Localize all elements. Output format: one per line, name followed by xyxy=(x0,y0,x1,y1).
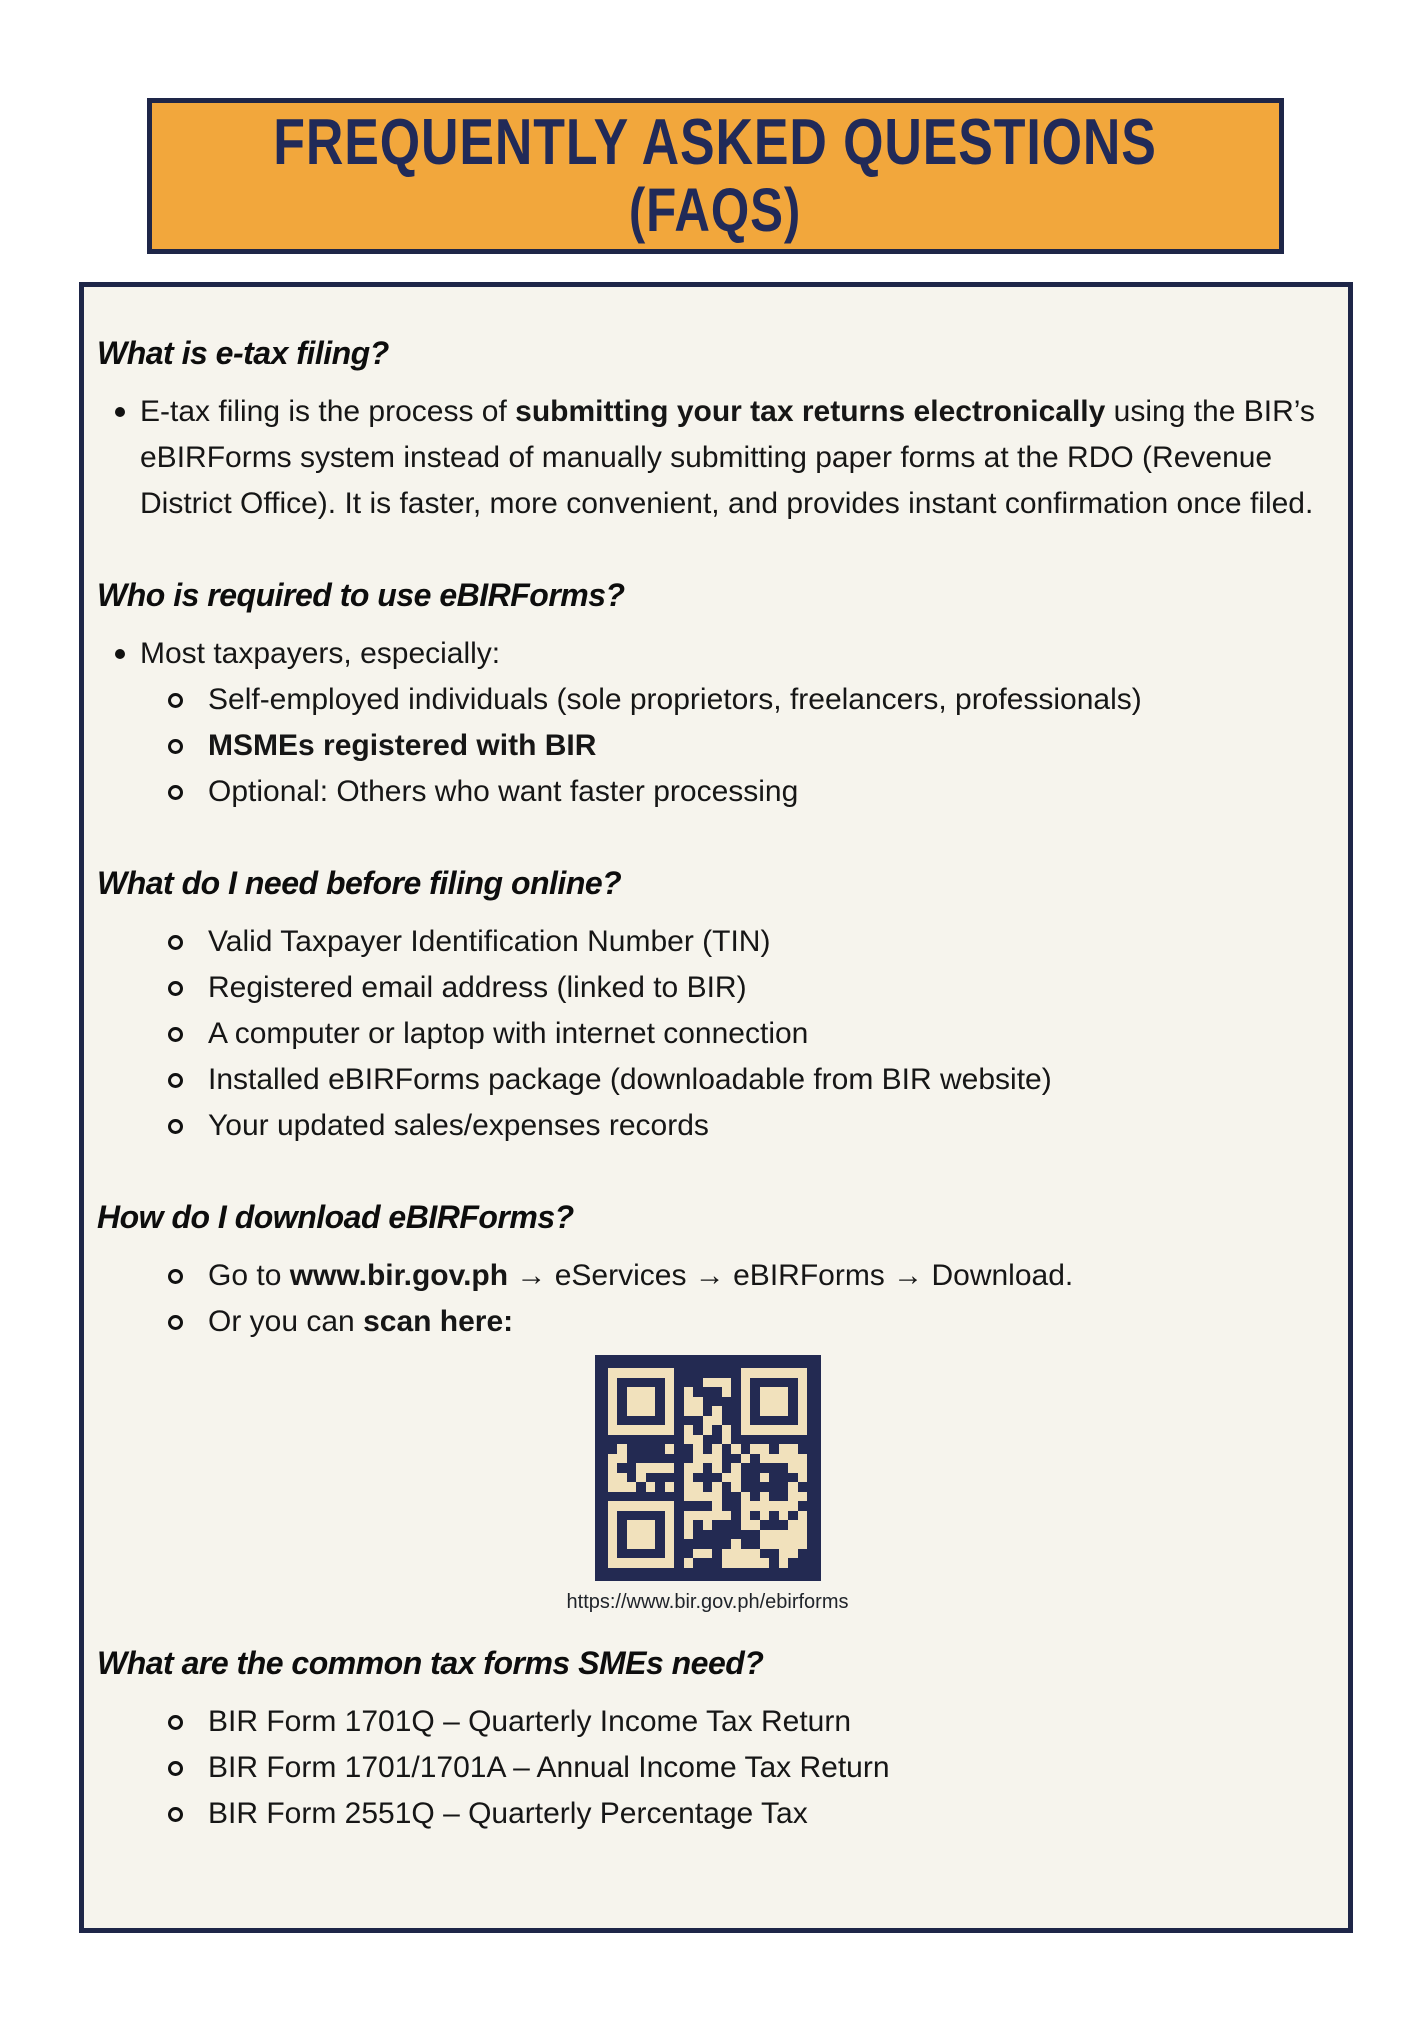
bullet-circle-icon xyxy=(168,1315,183,1330)
bullet-circle-icon xyxy=(168,1073,183,1088)
list-item xyxy=(97,965,1318,1011)
bullet-circle-icon xyxy=(168,1269,183,1284)
list-item-text xyxy=(208,1057,1052,1103)
text-run: Registered email address (linked to BIR) xyxy=(208,971,747,1004)
qr-code xyxy=(595,1355,821,1581)
faq-question: What are the common tax forms SMEs need? xyxy=(97,1645,764,1681)
list-item-text xyxy=(208,965,747,1011)
text-run: BIR Form 2551Q – Quarterly Percentage Tax xyxy=(208,1797,808,1830)
list-item-text xyxy=(208,1253,1073,1299)
text-run: Or you can xyxy=(208,1305,364,1338)
list-item-text xyxy=(208,769,798,815)
faq-content-box xyxy=(79,282,1353,1933)
faq-section-what-is-etax xyxy=(97,331,1318,527)
list-item xyxy=(97,677,1318,723)
bullet-circle-icon xyxy=(168,981,183,996)
list-item-text xyxy=(208,1011,808,1057)
text-run-bold: submitting your tax returns electronically xyxy=(515,395,1106,428)
bullet-circle-icon xyxy=(168,1027,183,1042)
list-item xyxy=(97,1745,1318,1791)
text-run: Go to xyxy=(208,1259,290,1292)
faq-header-banner xyxy=(147,98,1284,254)
bullet-circle-icon xyxy=(168,693,183,708)
text-run: Valid Taxpayer Identification Number (TIN) xyxy=(208,925,771,958)
bullet-circle-icon xyxy=(168,1807,183,1822)
list-item xyxy=(97,389,1318,527)
list-item xyxy=(97,1057,1318,1103)
bullet-dot-icon xyxy=(115,407,125,417)
list-item xyxy=(97,723,1318,769)
list-item xyxy=(97,1011,1318,1057)
list-item xyxy=(97,631,1318,677)
text-run: Your updated sales/expenses records xyxy=(208,1109,709,1142)
list-item xyxy=(97,1699,1318,1745)
text-run: BIR Form 1701Q – Quarterly Income Tax Return xyxy=(208,1705,852,1738)
faq-question: How do I download eBIRForms? xyxy=(97,1199,574,1235)
list-item-text xyxy=(208,723,596,769)
list-item xyxy=(97,919,1318,965)
faq-section-how-to-download xyxy=(97,1195,1318,1615)
qr-caption-url: https://www.bir.gov.ph/ebirforms xyxy=(566,1591,849,1613)
faq-section-who-required xyxy=(97,573,1318,815)
bullet-circle-icon xyxy=(168,1119,183,1134)
faq-section-common-tax-forms xyxy=(97,1641,1318,1837)
text-run: Optional: Others who want faster processing xyxy=(208,775,799,808)
list-item-text xyxy=(208,1103,709,1149)
page-title-line2: (FAQS) xyxy=(629,174,802,245)
text-run: → eServices → eBIRForms → Download. xyxy=(508,1259,1074,1292)
bir-website-url: www.bir.gov.ph xyxy=(289,1259,509,1292)
list-item xyxy=(97,1791,1318,1837)
list-item-text xyxy=(208,1745,890,1791)
list-item-text xyxy=(208,919,770,965)
bullet-circle-icon xyxy=(168,1761,183,1776)
list-item-text xyxy=(208,1699,851,1745)
list-item-text xyxy=(140,631,500,677)
faq-question: What do I need before filing online? xyxy=(97,865,622,901)
page-title-line1: FREQUENTLY ASKED QUESTIONS xyxy=(273,105,1158,179)
page-title xyxy=(273,105,1158,245)
list-item-text xyxy=(208,1299,513,1345)
faq-question: What is e-tax filing? xyxy=(97,335,389,371)
list-item-text xyxy=(140,389,1318,527)
list-item xyxy=(97,769,1318,815)
qr-block xyxy=(97,1355,1318,1615)
list-item-text xyxy=(208,677,1142,723)
bullet-circle-icon xyxy=(168,785,183,800)
list-item xyxy=(97,1103,1318,1149)
bullet-dot-icon xyxy=(115,649,125,659)
list-item-text xyxy=(208,1791,808,1837)
bullet-circle-icon xyxy=(168,1715,183,1730)
qr-code-modules xyxy=(608,1368,808,1568)
text-run: BIR Form 1701/1701A – Annual Income Tax Return xyxy=(208,1751,890,1784)
text-run: Installed eBIRForms package (downloadable from BIR website) xyxy=(208,1063,1052,1096)
text-run: using the BIR’s eBIRForms system instead of manually submitting paper forms at the RDO (Revenue District Office). It is faster, more convenient, and provides instant confirmation once filed. xyxy=(140,395,1315,520)
list-item xyxy=(97,1253,1318,1299)
list-item xyxy=(97,1299,1318,1345)
faq-question: Who is required to use eBIRForms? xyxy=(97,577,625,613)
text-run-bold: scan here: xyxy=(363,1305,514,1338)
text-run-bold: MSMEs registered with BIR xyxy=(208,729,597,762)
text-run: Self-employed individuals (sole proprietors, freelancers, professionals) xyxy=(208,683,1142,716)
faq-section-what-do-i-need xyxy=(97,861,1318,1149)
text-run: Most taxpayers, especially: xyxy=(140,637,501,670)
text-run: A computer or laptop with internet connection xyxy=(208,1017,809,1050)
bullet-circle-icon xyxy=(168,739,183,754)
text-run: E-tax filing is the process of xyxy=(140,395,516,428)
bullet-circle-icon xyxy=(168,935,183,950)
